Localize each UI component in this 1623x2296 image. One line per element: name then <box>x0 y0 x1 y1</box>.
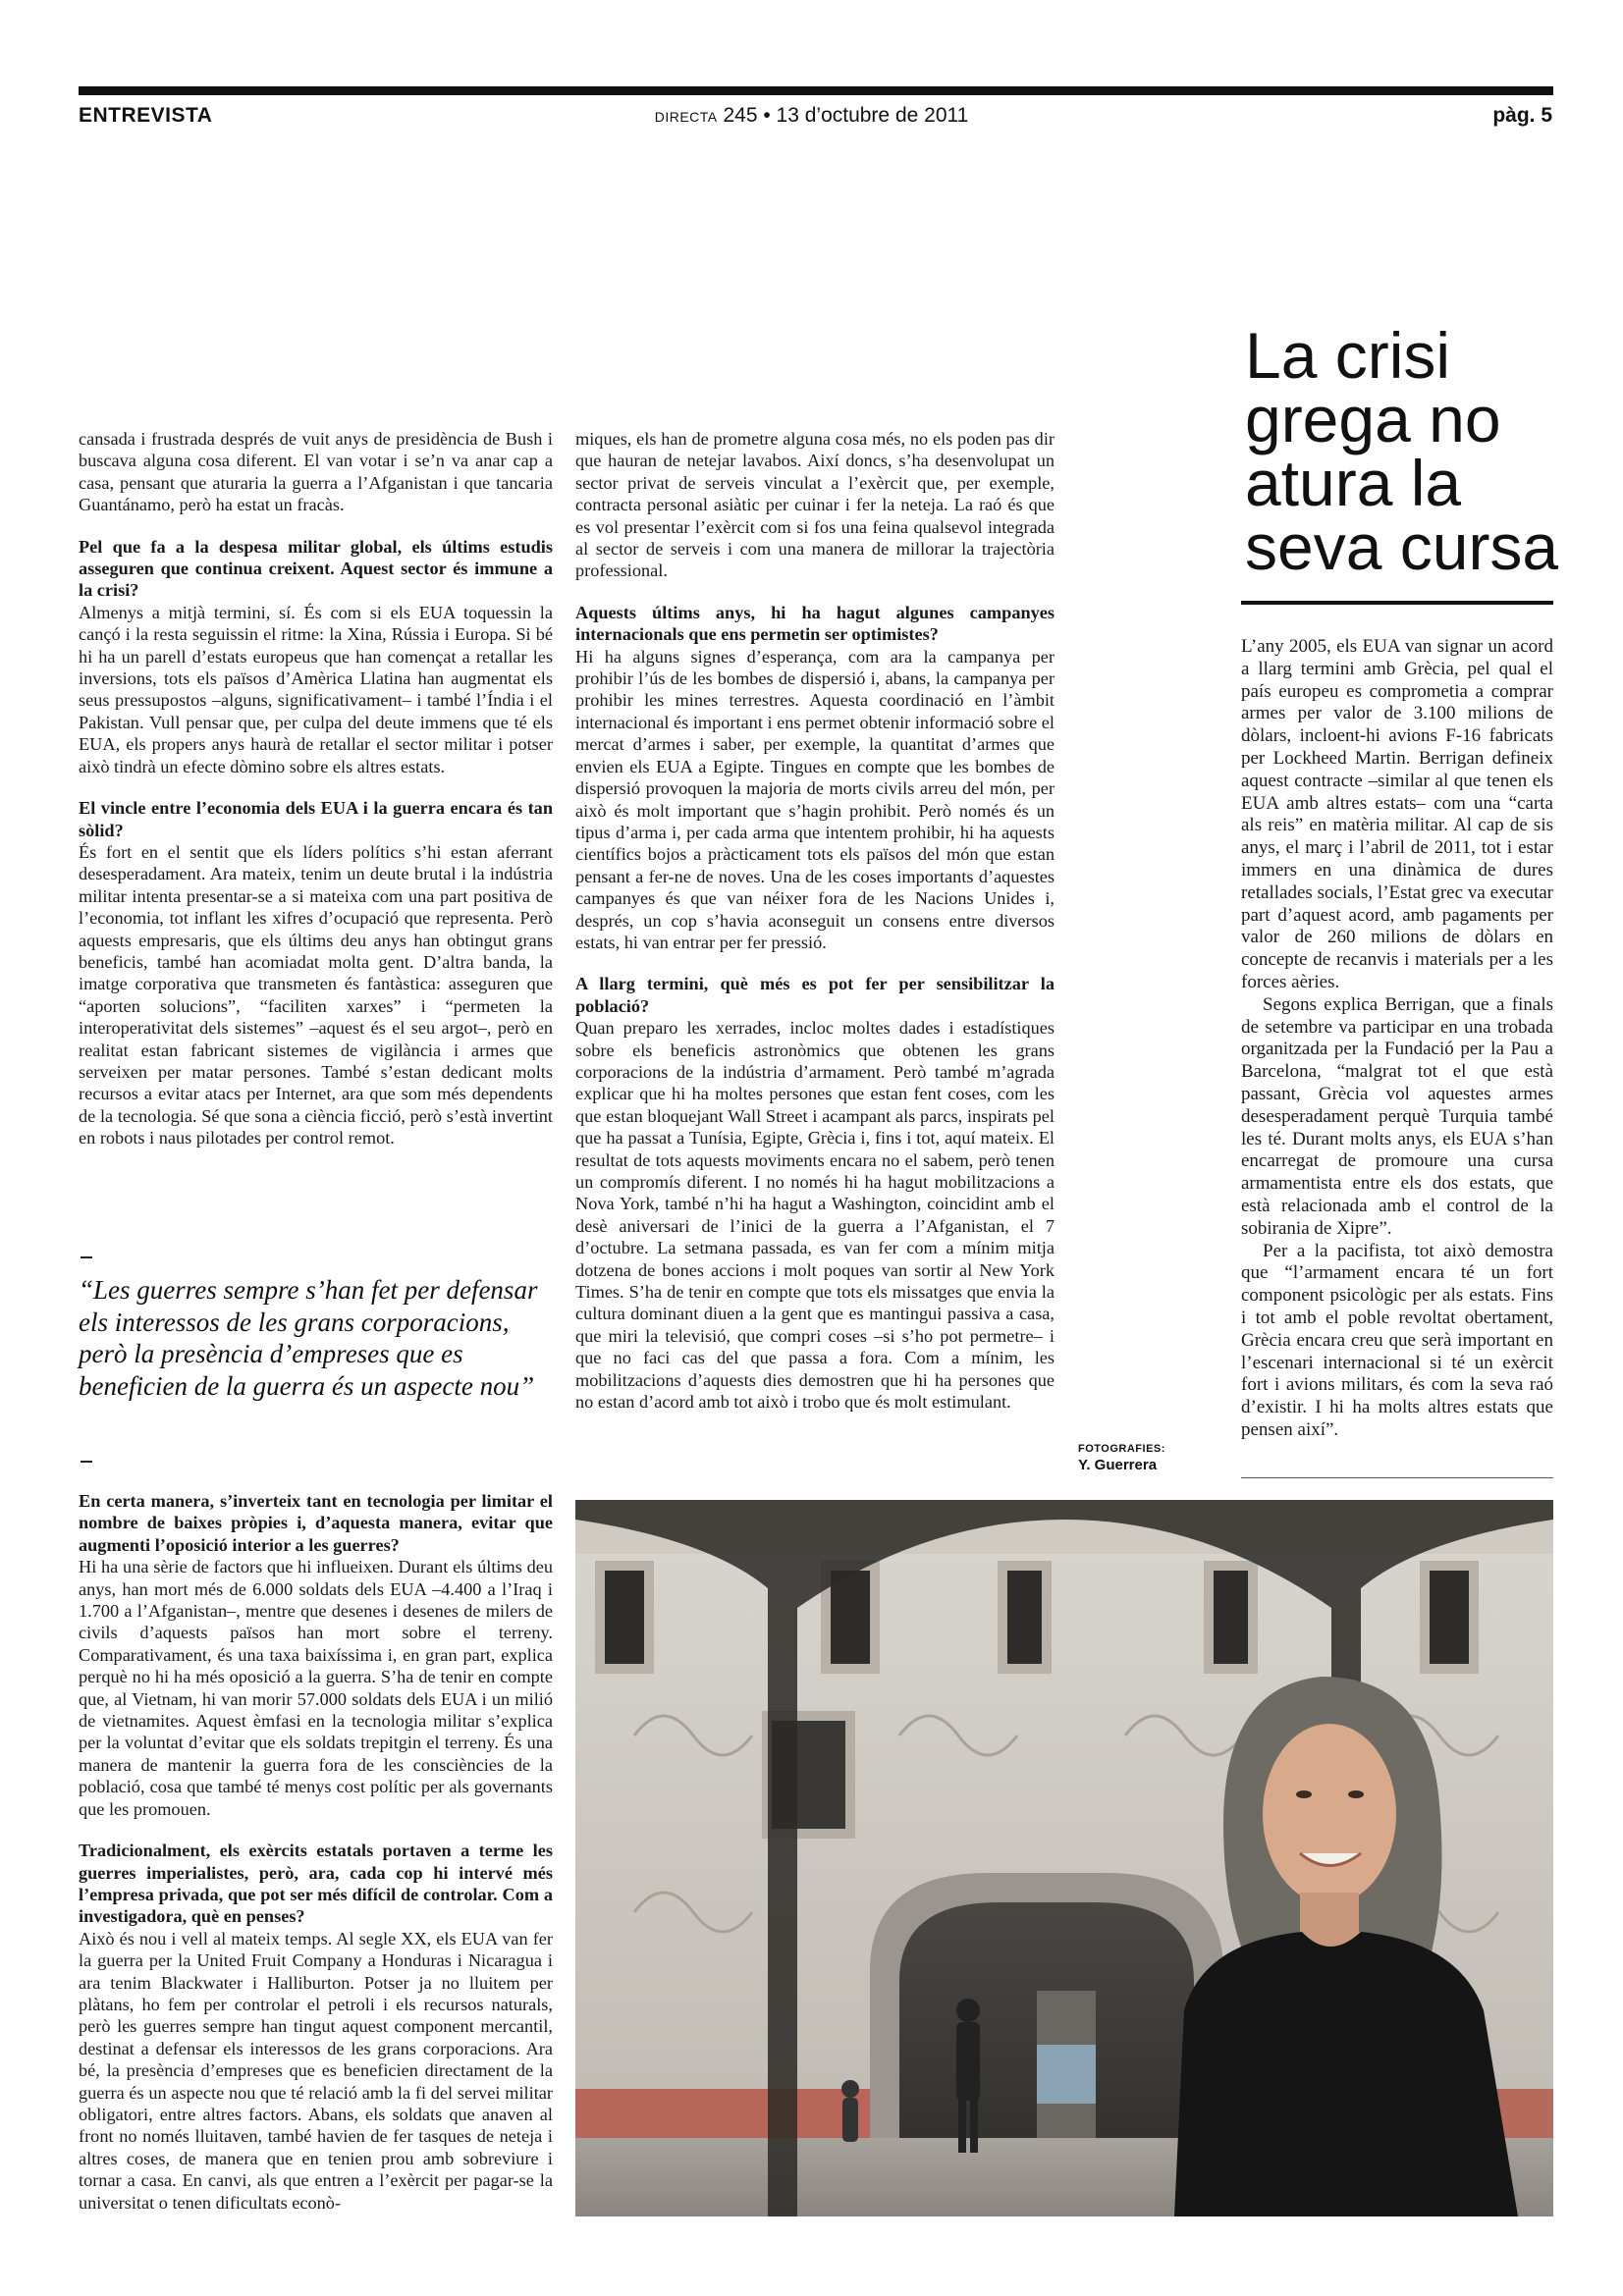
paragraph: miques, els han de prometre alguna cosa més, no els poden pas dir que hauran de netejar lavabos. Així doncs, s’ha desenvolupat un sector privat de serveis vinculat a l’exèrcit que, per exemple, contracta personal asiàtic per cuinar i fer la neteja. La raó és que es vol presentar l’exèrcit com si fos una feina qualsevol integrada al sector de serveis i com una manera de millorar la trajectòria professional. <box>575 429 1055 581</box>
header-rule <box>79 86 1553 95</box>
answer: Quan preparo les xerrades, incloc moltes dades i estadístiques sobre els beneficis astronòmics que obtenen les grans corporacions de la indústria d’armament. Però també m’agrada explicar que hi ha moltes persones que estan fent coses, com les que estan bloquejant Wall Street i acampant als parcs, inspirats pel que ha passat a Tunísia, Egipte, Grècia i, fins i tot, aquí mateix. El resultat de tots aquests moviments encara no el sabem, però tenen un compromís diferent. I no només hi ha hagut mobilitzacions a Nova York, també n’hi ha hagut a Washington, coincidint amb el desè aniversari de l’inici de la guerra a l’Afganistan, el 7 d’octubre. La setmana passada, es van fer com a mínim mitja dotzena de bones accions i molt poques van sortir al New York Times. S’ha de tenir en compte que tots els missatges que envia la cultura dominant diuen a la gent que es mantingui passiva a casa, que miri la televisió, que compri coses –si s’ho pot permetre– i que no faci cas del que passa a fora. Com a mínim, les mobilitzacions d’aquests dies demostren que hi ha persones que no estan d’acord amb tot això i trobo que és molt estimulant. <box>575 1018 1055 1413</box>
issue-date: 245 • 13 d’octubre de 2011 <box>723 104 969 127</box>
paragraph: cansada i frustrada després de vuit anys de presidència de Bush i buscava alguna cosa diferent. El van votar i se’n va anar cap a casa, pensant que aturaria la guerra a l’Afganistan i que tancaria Guantánamo, però ha estat un fracàs. <box>79 429 553 515</box>
sidebar-title-line: La crisi <box>1245 319 1451 392</box>
answer: Hi ha una sèrie de factors que hi influeixen. Durant els últims deu anys, han mort més de 6.000 soldats dels EUA –4.400 a l’Iraq i 1.700 a l’Afganistan–, mentre que desenes i desenes de milers de civils d’aquests països han mort sobre el terreny. Comparativament, és una taxa baixíssima i, en gran part, explica perquè no hi ha més oposició a la guerra. S’ha de tenir en compte que, al Vietnam, hi van morir 57.000 soldats dels EUA i un milió de vietnamites. Aquest èmfasi en la tecnologia militar s’explica per la voluntat d’evitar que els soldats trepitgin el terreny. És una manera de mantenir la guerra fora de les consciències de la població, cosa que també té menys cost polític per als governants que les promouen. <box>79 1557 553 1819</box>
answer: Almenys a mitjà termini, sí. És com si els EUA toquessin la cançó i la resta seguissin el ritme: la Xina, Rússia i Europa. Si bé hi ha un parell d’estats europeus que han començat a retallar les inversions, tots els països d’Amèrica Llatina han augmentat els seus pressupostos –alguns, significativament– i també l’Índia i el Pakistan. Vull pensar que, per culpa del deute immens que té els EUA, els propers anys haurà de retallar el sector militar i potser això tindrà un efecte dòmino sobre els altres estats. <box>79 602 553 776</box>
question: A llarg termini, què més es pot fer per sensibilitzar la població? <box>575 974 1055 1016</box>
publication-name: DIRECTA <box>654 109 718 125</box>
photo-credit-name: Y. Guerrera <box>1078 1457 1158 1473</box>
photo-credit <box>1078 1443 1165 1473</box>
photo-credit-label: FOTOGRAFIES: <box>1078 1443 1165 1455</box>
sidebar-end-rule <box>1241 1477 1553 1478</box>
question: En certa manera, s’inverteix tant en tecnologia per limitar el nombre de baixes pròpies i, d’aquesta manera, evitar que augmenti l’oposició interior a les guerres? <box>79 1491 553 1555</box>
question: El vincle entre l’economia dels EUA i la guerra encara és tan sòlid? <box>79 798 553 840</box>
article-column-1-bottom <box>79 1490 553 2214</box>
issue-info <box>0 104 1623 128</box>
page-number: pàg. 5 <box>1492 104 1552 127</box>
pull-quote: “Les guerres sempre s’han fet per defensar els interessos de les grans corporacions, però la presència d’empreses que es beneficien de la guerra és un aspecte nou” <box>79 1275 538 1401</box>
answer: Això és nou i vell al mateix temps. Al segle XX, els EUA van fer la guerra per la United Fruit Company a Honduras i Nicaragua i ara tenim Blackwater i Halliburton. Potser ja no lluitem per plàtans, ho fem per controlar el petroli i els recursos naturals, però les guerres sempre han tingut aquest component mercantil, destinat a defensar els interessos de les grans corporacions. Ara bé, la presència d’empreses que es beneficien directament de la guerra és un aspecte nou que té relació amb la fi del servei militar obligatori, entre altres factors. Abans, els soldats que anaven al front no només lluitaven, també havien de fer tasques de neteja i altres coses, de manera que en tenien prou amb sobreviure i tornar a casa. En canvi, als que entren a l’exèrcit per pagar-se la universitat o tenen dificultats econò- <box>79 1928 553 2213</box>
pull-quote-dash-top <box>81 1256 92 1258</box>
section-label: ENTREVISTA <box>79 104 213 127</box>
interview-photo <box>575 1500 1553 2216</box>
sidebar-title-rule <box>1241 601 1553 605</box>
question: Aquests últims anys, hi ha hagut algunes campanyes internacionals que ens permetin ser optimistes? <box>575 602 1055 645</box>
article-column-1 <box>79 428 553 1149</box>
answer: És fort en el sentit que els líders polítics s’hi estan aferrant desesperadament. Ara mateix, tenim un deute brutal i la indústria militar intenta presentar-se a si mateixa com una part positiva de l’economia, tot inflant les xifres d’ocupació que representa. Però aquests empresaris, que els últims deu anys han obtingut grans beneficis, també han acomiadat molta gent. D’altra banda, la imatge corporativa que transmeten és fantàstica: asseguren que “aporten solucions”, “faciliten xarxes” i “permeten la interoperativitat dels sistemes” –aquest és el seu argot–, però en realitat estan fabricant sistemes de vigilància i armes que serveixen per matar persones. També s’estan dedicant molts recursos a evitar atacs per Internet, ara que som més dependents de la tecnologia. Sé que sona a ciència ficció, però s’està invertint en robots i naus pilotades per control remot. <box>79 841 553 1148</box>
sidebar-paragraph: Segons explica Berrigan, que a finals de setembre va participar en una trobada organitzada per la Fundació per la Pau a Barcelona, “malgrat tot el que està passant, Grècia vol aquestes armes desesperadament perquè Turquia també les té. Durant molts anys, els EUA s’han encarregat de promoure una cursa armamentista entre els dos estats, que està relacionada amb el control de la sobirania de Xipre”. <box>1241 993 1553 1239</box>
sidebar-title-line: seva cursa <box>1245 510 1559 583</box>
pull-quote-dash-bottom <box>81 1461 92 1463</box>
sidebar-text <box>1241 636 1553 1442</box>
sidebar-title-line: grega no <box>1245 383 1501 455</box>
sidebar-paragraph: Per a la pacifista, tot això demostra que “l’armament encara té un fort component psicològic per als estats. Fins i tot amb el poble revoltat obertament, Grècia encara creu que serà important en l’escenari internacional si té un exèrcit fort i avions militars, és com la seva raó d’existir. I hi ha molts altres estats que pensen així”. <box>1241 1240 1553 1440</box>
sidebar-paragraph: L’any 2005, els EUA van signar un acord a llarg termini amb Grècia, pel qual el país europeu es comprometia a comprar armes per valor de 3.100 milions de dòlars, incloent-hi avions F-16 fabricats per Lockheed Martin. Berrigan defineix aquest contracte –similar al que tenen els EUA amb altres estats– com una “carta als reis” en matèria militar. Al cap de sis anys, el març i l’abril de 2011, tot i estar immers en una dinàmica de dures retallades socials, l’Estat grec va executar part d’aquest acord, amb pagaments per valor de 260 milions de dòlars en concepte de recanvis i materials per a les forces aèries. <box>1241 636 1553 992</box>
article-column-2 <box>575 428 1055 1413</box>
sidebar-title <box>1245 319 1559 583</box>
answer: Hi ha alguns signes d’esperança, com ara la campanya per prohibir l’ús de les bombes de dispersió i, abans, la campanya per prohibir les mines terrestres. Aquesta coordinació en l’àmbit internacional és important i ens permet obtenir informació sobre el mercat d’armes i saber, per exemple, la quantitat d’armes que envien els EUA a Egipte. Tingues en compte que les bombes de dispersió provoquen la majoria de morts civils arreu del món, per això és molt important que s’hagin prohibit. Però només és un tipus d’arma i, per cada arma que intentem prohibir, hi ha aquests científics bojos a pràcticament tots els països del món que estan pensant a fer-ne de noves. Una de les coses importants d’aquestes campanyes és que van néixer fora de les Nacions Unides i, després, un cop s’havia aconseguit un consens entre diversos estats, hi van entrar per fer pressió. <box>575 646 1055 952</box>
question: Pel que fa a la despesa militar global, els últims estudis asseguren que continua creixent. Aquest sector és immune a la crisi? <box>79 536 553 601</box>
question: Tradicionalment, els exèrcits estatals portaven a terme les guerres imperialistes, però, ara, cada cop hi intervé més l’empresa privada, que pot ser més difícil de controlar. Com a investigadora, què en penses? <box>79 1841 553 1927</box>
sidebar-title-line: atura la <box>1245 447 1462 519</box>
